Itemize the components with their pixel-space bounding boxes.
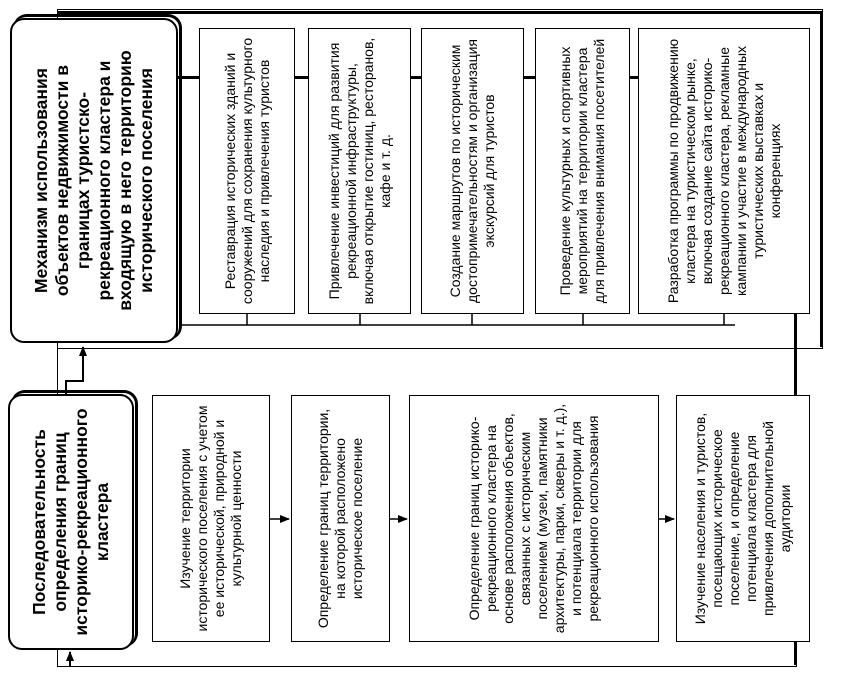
process-step-2: Определение границ территории, на которой расположено историческое поселение: [291, 395, 390, 642]
process-step-4: Изучение населения и туристов, посещающих историческое поселение, и определение потенциала кластера для привлечения дополнительной аудитории: [676, 395, 810, 642]
process-step-3: Определение границ историко-рекреационного кластера на основе расположения объектов, связанных с историческим поселением (музеи, памятники архитектуры, парки, скверы и т. д.), и потенциала территории для рекреационного использования: [409, 395, 659, 642]
goal-item-5: Разработка программы по продвижению кластера на туристическом рынке, включая создание сайта историко-рекреационного кластера, рекламные кампании и участие в международных туристических выставках и конференциях: [638, 28, 810, 314]
goal-item-4: Проведение культурных и спортивных мероприятий на территории кластера для привлечения внимания посетителей: [535, 28, 630, 314]
process-step-1: Изучение территории исторического поселения с учетом ее исторической, природной и культурной ценности: [152, 395, 270, 642]
goal-item-3: Создание маршрутов по историческим достопримечательностям и организация экскурсий для туристов: [421, 28, 524, 314]
process-title: Последовательность определения границ историко-рекреационного кластера: [8, 394, 134, 650]
goals-title: Механизм использования объектов недвижимости в границах туристско-рекреационного кластера и входящую в него территорию исторического поселения: [10, 18, 178, 343]
goal-item-1: Реставрация исторических зданий и сооружений для сохранения культурного наследия и привлечения туристов: [199, 28, 295, 314]
goal-item-2: Привлечение инвестиций для развития рекреационной инфраструктуры, включая открытие гостиниц, ресторанов, кафе и т. д.: [308, 28, 411, 314]
link-arrow: [66, 347, 83, 394]
